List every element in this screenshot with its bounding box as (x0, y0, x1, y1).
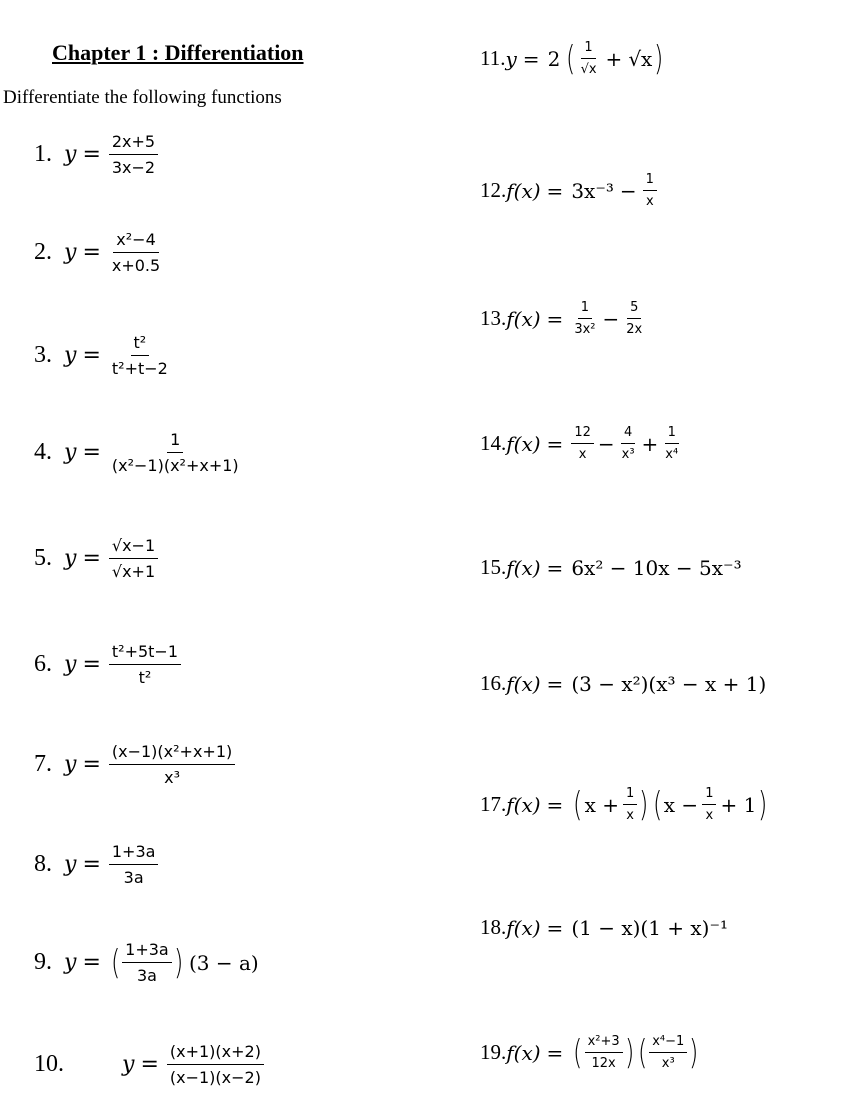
denominator: 12x (591, 1056, 616, 1071)
denominator: √x+1 (111, 562, 156, 581)
minus-sign: − (619, 178, 637, 203)
equals-sign: = (546, 1040, 564, 1065)
lhs: y (64, 240, 77, 265)
left-paren: ( (573, 784, 583, 825)
numerator: 5 (627, 300, 641, 319)
expression: (1 − x)(1 + x)⁻¹ (571, 915, 729, 940)
equals-sign: = (82, 752, 101, 777)
minus-sign: − (602, 306, 620, 331)
problem-17 (480, 786, 770, 823)
term: x − (663, 792, 699, 817)
numerator: 1+3a (122, 940, 172, 963)
problem-12 (480, 172, 657, 209)
denominator: x³ (661, 1056, 675, 1071)
numerator: 1+3a (109, 842, 159, 865)
lhs: y (64, 440, 77, 465)
problem-number: 8. (34, 851, 52, 877)
lhs: y (64, 852, 77, 877)
numerator: (x−1)(x²+x+1) (109, 742, 235, 765)
denominator: x (645, 194, 654, 209)
right-paren: ) (639, 784, 649, 825)
lhs: y (64, 546, 77, 571)
equals-sign: = (546, 306, 564, 331)
fraction (623, 300, 645, 337)
term: + 1 (720, 792, 757, 817)
numerator: 1 (702, 786, 716, 805)
problem-11 (480, 40, 666, 77)
lhs: f(x) (506, 555, 541, 580)
denominator: x³ (621, 447, 635, 462)
problem-8 (34, 842, 158, 887)
problem-number: 1. (34, 141, 52, 167)
expression: 6x² − 10x − 5x⁻³ (571, 555, 742, 580)
numerator: x⁴−1 (649, 1034, 687, 1053)
denominator: 3a (123, 868, 144, 887)
page-title: Chapter 1 : Differentiation (52, 40, 304, 65)
fraction (109, 132, 158, 177)
problem-14 (480, 425, 681, 462)
fraction (122, 940, 172, 985)
expression: (3 − x²)(x³ − x + 1) (571, 671, 767, 696)
fraction (662, 425, 681, 462)
problem-4 (34, 430, 242, 475)
left-paren: ( (573, 1032, 583, 1073)
fraction (109, 333, 171, 378)
numerator: 1 (578, 300, 592, 319)
fraction (571, 425, 594, 462)
problem-number: 13. (480, 306, 507, 330)
denominator: x+0.5 (111, 256, 161, 275)
problem-number: 9. (34, 949, 52, 975)
equals-sign: = (546, 178, 564, 203)
left-paren: ( (637, 1032, 648, 1073)
fraction (643, 172, 657, 209)
denominator: x⁴ (665, 447, 679, 462)
fraction (571, 300, 598, 337)
problem-19 (480, 1034, 701, 1071)
denominator: 3a (136, 966, 157, 985)
numerator: 1 (623, 786, 637, 805)
plus-sign: + (605, 46, 623, 71)
coefficient: 2 (547, 46, 561, 71)
denominator: 3x² (574, 322, 596, 337)
fraction (585, 1034, 623, 1071)
equals-sign: = (546, 431, 564, 456)
fraction (109, 642, 181, 687)
left-paren: ( (566, 38, 576, 79)
lhs: f(x) (506, 792, 541, 817)
right-paren: ) (624, 1032, 634, 1073)
problem-2 (34, 230, 163, 275)
equals-sign: = (82, 142, 101, 167)
equals-sign: = (546, 915, 564, 940)
right-paren: ) (689, 1032, 699, 1073)
numerator: √x−1 (109, 536, 158, 559)
equals-sign: = (82, 240, 101, 265)
denominator: x (626, 808, 634, 823)
problem-number: 7. (34, 751, 52, 777)
term: x + (584, 792, 619, 817)
lhs: f(x) (506, 178, 541, 203)
equals-sign: = (522, 46, 540, 71)
numerator: x²+3 (585, 1034, 623, 1053)
left-paren: ( (652, 784, 662, 825)
equals-sign: = (546, 792, 564, 817)
problem-number: 17. (480, 792, 507, 816)
fraction (702, 786, 716, 823)
numerator: 1 (665, 425, 679, 444)
denominator: (x−1)(x−2) (169, 1068, 261, 1087)
equals-sign: = (546, 555, 564, 580)
numerator: 2x+5 (109, 132, 158, 155)
fraction (623, 786, 637, 823)
problem-18 (480, 915, 728, 940)
problem-number: 15. (480, 555, 507, 579)
fraction (109, 742, 235, 787)
fraction (619, 425, 638, 462)
denominator: 2x (626, 322, 643, 337)
lhs: y (64, 752, 77, 777)
problem-16 (480, 671, 766, 696)
equals-sign: = (82, 950, 101, 975)
denominator: x³ (164, 768, 180, 787)
left-paren: ( (110, 942, 121, 983)
term: 3x⁻³ (571, 178, 614, 203)
fraction (109, 842, 159, 887)
denominator: 3x−2 (111, 158, 156, 177)
lhs: y (505, 46, 517, 71)
denominator: x (578, 447, 587, 462)
fraction (167, 1042, 264, 1087)
problem-number: 18. (480, 915, 507, 939)
lhs: y (64, 950, 77, 975)
numerator: 12 (571, 425, 594, 444)
lhs: f(x) (506, 306, 541, 331)
denominator: t² (138, 668, 152, 687)
instruction-text: Differentiate the following functions (3, 87, 282, 108)
numerator: (x+1)(x+2) (167, 1042, 264, 1065)
right-paren: ) (173, 942, 183, 983)
problem-number: 3. (34, 342, 52, 368)
equals-sign: = (82, 852, 101, 877)
problem-number: 6. (34, 651, 52, 677)
sqrt-term: √x (628, 46, 653, 71)
problem-6 (34, 642, 181, 687)
lhs: y (64, 343, 77, 368)
lhs: f(x) (506, 915, 541, 940)
problem-number: 5. (34, 545, 52, 571)
lhs: y (122, 1052, 135, 1077)
problem-number: 10. (34, 1051, 64, 1077)
problem-number: 4. (34, 439, 52, 465)
denominator: (x²−1)(x²+x+1) (111, 456, 239, 475)
denominator: x (705, 808, 714, 823)
numerator: 1 (167, 430, 183, 453)
problem-5 (34, 536, 158, 581)
right-paren: ) (654, 38, 664, 79)
lhs: f(x) (506, 671, 541, 696)
problem-1 (34, 132, 158, 177)
fraction (578, 40, 600, 77)
problem-15 (480, 555, 742, 580)
numerator: 4 (621, 425, 635, 444)
right-paren: ) (758, 784, 768, 825)
problem-number: 2. (34, 239, 52, 265)
problem-9 (34, 940, 259, 985)
fraction (649, 1034, 687, 1071)
problem-3 (34, 333, 171, 378)
equals-sign: = (82, 343, 101, 368)
plus-sign: + (641, 431, 659, 456)
equals-sign: = (82, 546, 101, 571)
equals-sign: = (82, 652, 101, 677)
denominator: t²+t−2 (111, 359, 168, 378)
fraction (109, 430, 242, 475)
problem-10 (34, 1042, 264, 1087)
problem-number: 14. (480, 431, 507, 455)
denominator: √x (580, 62, 597, 77)
lhs: y (64, 142, 77, 167)
problem-13 (480, 300, 645, 337)
equals-sign: = (546, 671, 564, 696)
equals-sign: = (140, 1052, 159, 1077)
equals-sign: = (82, 440, 101, 465)
problem-number: 12. (480, 178, 507, 202)
expression-tail: (3 − a) (188, 950, 259, 975)
lhs: y (64, 652, 77, 677)
problem-number: 16. (480, 671, 507, 695)
numerator: t² (131, 333, 150, 356)
fraction (109, 230, 163, 275)
problem-number: 19. (480, 1040, 507, 1064)
minus-sign: − (597, 431, 615, 456)
numerator: t²+5t−1 (109, 642, 181, 665)
numerator: 1 (643, 172, 657, 191)
lhs: f(x) (506, 431, 541, 456)
lhs: f(x) (506, 1040, 541, 1065)
numerator: x²−4 (113, 230, 158, 253)
numerator: 1 (581, 40, 595, 59)
problem-number: 11. (480, 46, 506, 70)
fraction (109, 536, 158, 581)
problem-7 (34, 742, 235, 787)
